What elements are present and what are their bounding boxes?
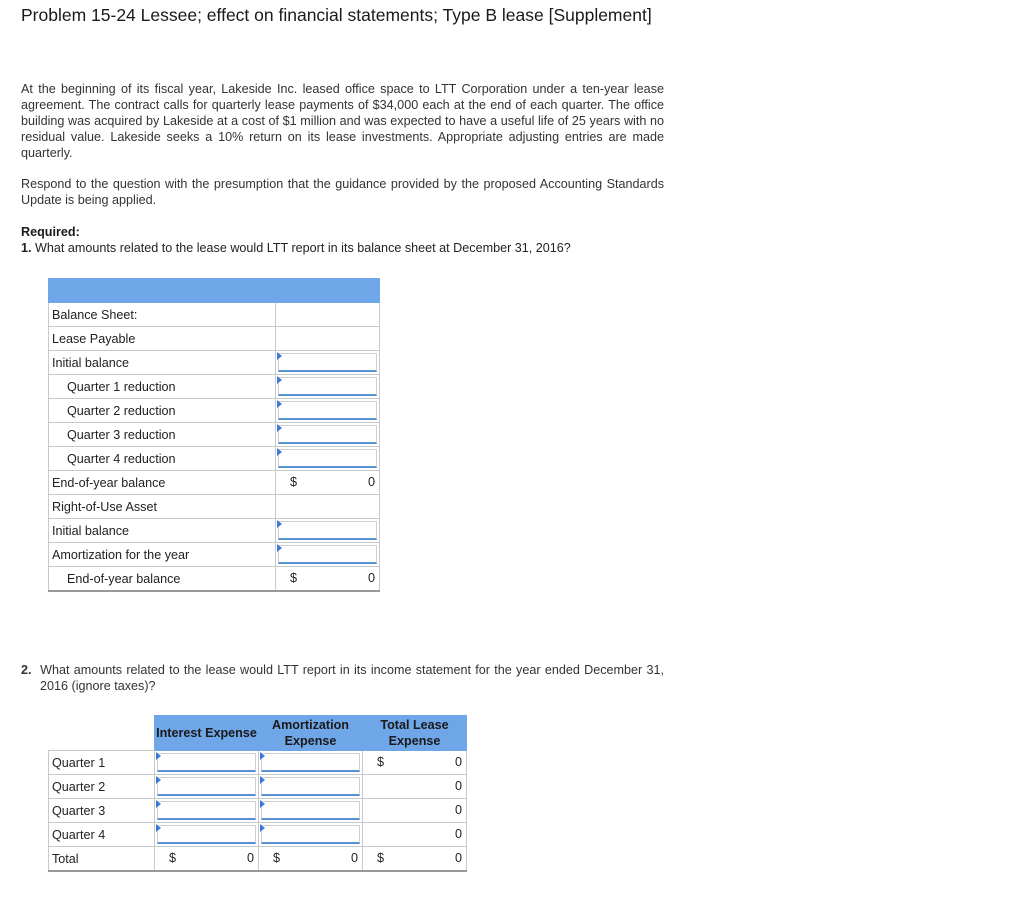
value-cell xyxy=(276,495,380,519)
q3-interest-input[interactable] xyxy=(157,801,256,820)
amortization-cell xyxy=(259,775,363,799)
interest-cell xyxy=(155,751,259,775)
row-label: Quarter 3 reduction xyxy=(49,423,276,447)
table-row xyxy=(49,399,380,423)
dropdown-marker-icon xyxy=(277,424,282,432)
q4-interest-input[interactable] xyxy=(157,825,256,844)
q2-amortization-input[interactable] xyxy=(261,777,360,796)
dropdown-marker-icon xyxy=(260,824,265,832)
dropdown-marker-icon xyxy=(277,544,282,552)
lease-end-balance-cell xyxy=(276,471,380,495)
q3-amortization-input[interactable] xyxy=(261,801,360,820)
dropdown-marker-icon xyxy=(260,800,265,808)
grand-total-cell xyxy=(363,847,467,872)
dropdown-marker-icon xyxy=(277,376,282,384)
table-row xyxy=(49,847,467,872)
currency-symbol: $ xyxy=(290,571,298,585)
lease-initial-balance-cell xyxy=(276,351,380,375)
quarter-1-reduction-input[interactable] xyxy=(278,377,377,396)
row-label: Balance Sheet: xyxy=(49,303,276,327)
table-row xyxy=(49,351,380,375)
dropdown-marker-icon xyxy=(156,752,161,760)
value-cell xyxy=(276,303,380,327)
total-cell xyxy=(363,775,467,799)
table-row xyxy=(49,799,467,823)
amortization-cell xyxy=(259,751,363,775)
total-cell xyxy=(363,823,467,847)
table-header-row xyxy=(49,716,467,751)
currency-symbol: $ xyxy=(273,851,281,865)
interest-cell xyxy=(155,799,259,823)
currency-symbol: $ xyxy=(169,851,177,865)
currency-symbol: $ xyxy=(377,755,385,769)
required-label: Required: xyxy=(21,225,80,239)
row-label: Right-of-Use Asset xyxy=(49,495,276,519)
question-2 xyxy=(21,662,664,694)
q1-interest-input[interactable] xyxy=(157,753,256,772)
table-row xyxy=(49,519,380,543)
table-row xyxy=(49,751,467,775)
row-label: End-of-year balance xyxy=(49,567,276,592)
interest-total-cell xyxy=(155,847,259,872)
header-amortization-expense: Amortization Expense xyxy=(259,716,363,751)
row-label: Quarter 3 xyxy=(49,799,155,823)
dropdown-marker-icon xyxy=(156,800,161,808)
table-row xyxy=(49,327,380,351)
row-label: Quarter 4 reduction xyxy=(49,447,276,471)
currency-symbol: $ xyxy=(377,851,385,865)
row-label: Quarter 1 xyxy=(49,751,155,775)
lease-initial-balance-input[interactable] xyxy=(278,353,377,372)
computed-value: 0 xyxy=(454,755,462,769)
quarter-3-reduction-input[interactable] xyxy=(278,425,377,444)
amortization-cell xyxy=(259,799,363,823)
row-label: Quarter 1 reduction xyxy=(49,375,276,399)
computed-value: 0 xyxy=(350,851,358,865)
header-interest-expense: Interest Expense xyxy=(155,716,259,751)
table-row xyxy=(49,567,380,592)
computed-value: 0 xyxy=(367,571,375,585)
q4-amortization-input[interactable] xyxy=(261,825,360,844)
computed-value: 0 xyxy=(454,803,462,817)
dropdown-marker-icon xyxy=(277,400,282,408)
instruction-text: Respond to the question with the presumption that the guidance provided by the proposed Accounting Standards Update is being applied. xyxy=(21,177,664,207)
dropdown-marker-icon xyxy=(277,520,282,528)
quarter-4-reduction-cell xyxy=(276,447,380,471)
quarter-3-reduction-cell xyxy=(276,423,380,447)
question-1-text: What amounts related to the lease would LTT report in its balance sheet at December 31, 2016? xyxy=(35,241,571,255)
q1-amortization-input[interactable] xyxy=(261,753,360,772)
table-row xyxy=(49,375,380,399)
dropdown-marker-icon xyxy=(260,776,265,784)
row-label: Initial balance xyxy=(49,519,276,543)
quarter-4-reduction-input[interactable] xyxy=(278,449,377,468)
problem-description: At the beginning of its fiscal year, Lakeside Inc. leased office space to LTT Corporation under a ten-year lease agreement. The contract calls for quarterly lease payments of $34,000 each at the end of each quarter. The office building was acquired by Lakeside at a cost of $1 million and was expected to have a useful life of 25 years with no residual value. Lakeside seeks a 10% return on its lease investments. Appropriate adjusting entries are made quarterly. xyxy=(21,82,664,160)
dropdown-marker-icon xyxy=(277,448,282,456)
computed-value: 0 xyxy=(246,851,254,865)
table-row xyxy=(49,447,380,471)
q2-interest-input[interactable] xyxy=(157,777,256,796)
quarter-1-reduction-cell xyxy=(276,375,380,399)
row-label: Lease Payable xyxy=(49,327,276,351)
rou-initial-balance-cell xyxy=(276,519,380,543)
rou-end-balance-cell xyxy=(276,567,380,592)
currency-symbol: $ xyxy=(290,475,298,489)
computed-value: 0 xyxy=(367,475,375,489)
interest-cell xyxy=(155,823,259,847)
table-row xyxy=(49,543,380,567)
computed-value: 0 xyxy=(454,827,462,841)
table-row xyxy=(49,775,467,799)
amortization-input[interactable] xyxy=(278,545,377,564)
question-1-number: 1. xyxy=(21,241,32,255)
balance-sheet-table xyxy=(48,278,380,592)
table-row xyxy=(49,471,380,495)
dropdown-marker-icon xyxy=(156,824,161,832)
page-title: Problem 15-24 Lessee; effect on financial statements; Type B lease [Supplement] xyxy=(21,5,652,25)
row-label: Quarter 4 xyxy=(49,823,155,847)
row-label: Quarter 2 reduction xyxy=(49,399,276,423)
amortization-cell xyxy=(276,543,380,567)
amortization-cell xyxy=(259,823,363,847)
rou-initial-balance-input[interactable] xyxy=(278,521,377,540)
row-label: End-of-year balance xyxy=(49,471,276,495)
dropdown-marker-icon xyxy=(260,752,265,760)
table-row xyxy=(49,303,380,327)
row-label: Quarter 2 xyxy=(49,775,155,799)
computed-value: 0 xyxy=(454,851,462,865)
total-cell xyxy=(363,751,467,775)
dropdown-marker-icon xyxy=(277,352,282,360)
dropdown-marker-icon xyxy=(156,776,161,784)
interest-cell xyxy=(155,775,259,799)
table-row xyxy=(49,823,467,847)
row-label: Amortization for the year xyxy=(49,543,276,567)
table-header-row xyxy=(49,279,380,303)
question-2-number: 2. xyxy=(21,663,32,677)
table-row xyxy=(49,495,380,519)
computed-value: 0 xyxy=(454,779,462,793)
question-2-text: What amounts related to the lease would LTT report in its income statement for the year ended December 31, 2016 (ignore taxes)? xyxy=(40,663,665,693)
required-section xyxy=(21,224,571,256)
income-statement-table xyxy=(48,715,467,872)
value-cell xyxy=(276,327,380,351)
total-cell xyxy=(363,799,467,823)
quarter-2-reduction-input[interactable] xyxy=(278,401,377,420)
row-label: Total xyxy=(49,847,155,872)
row-label: Initial balance xyxy=(49,351,276,375)
header-total-lease-expense: Total Lease Expense xyxy=(363,716,467,751)
amortization-total-cell xyxy=(259,847,363,872)
quarter-2-reduction-cell xyxy=(276,399,380,423)
table-row xyxy=(49,423,380,447)
